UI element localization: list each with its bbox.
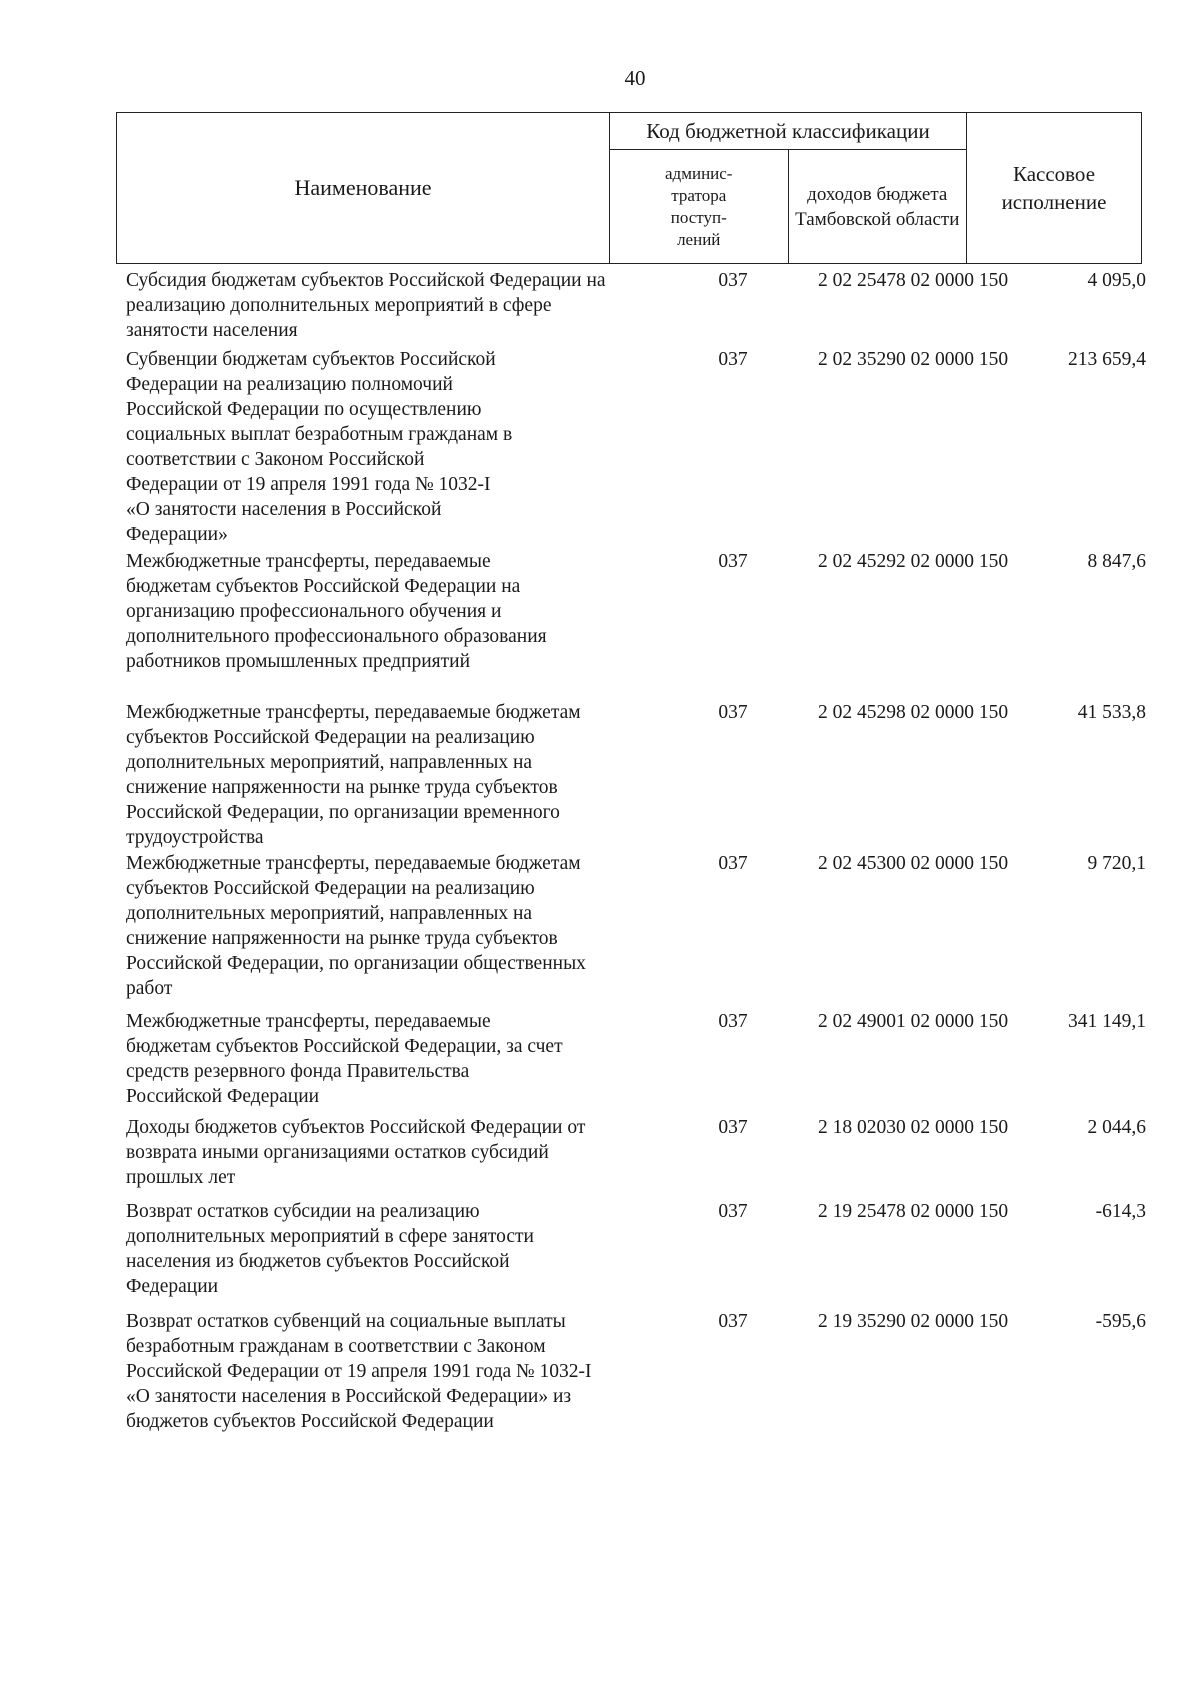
row-amount: 41 533,8 bbox=[1077, 702, 1146, 723]
row-amount: 213 659,4 bbox=[1068, 349, 1146, 370]
row-admin-code: 037 bbox=[718, 1011, 748, 1032]
table-row bbox=[126, 851, 1146, 1003]
row-income-code: 2 02 45300 02 0000 150 bbox=[817, 853, 1009, 874]
row-name: Межбюджетные трансферты, передаваемые бюджетам субъектов Российской Федерации на реализацию дополнительных мероприятий, направленных на снижение напряженности на рынке труда субъектов Российской Федерации, по организации временного трудоустройства bbox=[126, 702, 581, 848]
row-income-code: 2 19 25478 02 0000 150 bbox=[817, 1201, 1009, 1222]
row-income-code: 2 02 25478 02 0000 150 bbox=[817, 270, 1009, 291]
table-row bbox=[126, 1309, 1146, 1459]
row-name: Возврат остатков субсидии на реализацию дополнительных мероприятий в сфере занятости населения из бюджетов субъектов Российской Федерации bbox=[126, 1201, 534, 1297]
header-cash bbox=[967, 113, 1142, 264]
row-income-code: 2 02 49001 02 0000 150 bbox=[817, 1011, 1009, 1032]
row-income-code: 2 19 35290 02 0000 150 bbox=[817, 1311, 1009, 1332]
row-name: Субсидия бюджетам субъектов Российской Федерации на реализацию дополнительных мероприятий в сфере занятости населения bbox=[126, 270, 606, 341]
row-admin-code: 037 bbox=[718, 551, 748, 572]
row-amount: 8 847,6 bbox=[1087, 551, 1146, 572]
row-admin-code: 037 bbox=[718, 1311, 748, 1332]
row-income-code: 2 02 45298 02 0000 150 bbox=[817, 702, 1009, 723]
table-row bbox=[126, 549, 1146, 694]
table-row bbox=[126, 1009, 1146, 1109]
row-income-code: 2 02 45292 02 0000 150 bbox=[817, 551, 1009, 572]
table-row bbox=[126, 1199, 1146, 1303]
row-admin-code: 037 bbox=[718, 349, 748, 370]
table-row bbox=[126, 268, 1146, 341]
table-row bbox=[126, 1115, 1146, 1193]
table-body bbox=[126, 268, 1146, 1465]
table-header bbox=[116, 112, 1142, 264]
row-admin-code: 037 bbox=[718, 1117, 748, 1138]
row-name: Доходы бюджетов субъектов Российской Федерации от возврата иными организациями остатков субсидий прошлых лет bbox=[126, 1117, 586, 1188]
row-admin-code: 037 bbox=[718, 853, 748, 874]
table-row bbox=[126, 347, 1146, 543]
row-amount: 4 095,0 bbox=[1087, 270, 1146, 291]
header-cash-label: Кассовое исполнение bbox=[1001, 162, 1107, 214]
row-amount: 9 720,1 bbox=[1087, 853, 1146, 874]
row-amount: -595,6 bbox=[1095, 1311, 1146, 1332]
row-income-code: 2 02 35290 02 0000 150 bbox=[817, 349, 1009, 370]
header-code-group: Код бюджетной классификации bbox=[610, 113, 967, 150]
page-number: 40 bbox=[624, 66, 646, 90]
row-amount: 2 044,6 bbox=[1087, 1117, 1146, 1138]
header-income bbox=[788, 150, 967, 264]
row-admin-code: 037 bbox=[718, 702, 748, 723]
header-admin-label: админис- тратора поступ- лений bbox=[665, 163, 733, 249]
table-row bbox=[126, 700, 1146, 848]
row-name: Субвенции бюджетам субъектов Российской Федерации на реализацию полномочий Российской Федерации по осуществлению социальных выплат безработным гражданам в соответствии с Законом Российской Федерации от 19 апреля 1991 года № 1032-I «О занятости населения в Российской Федерации» bbox=[126, 349, 513, 545]
row-admin-code: 037 bbox=[718, 1201, 748, 1222]
row-admin-code: 037 bbox=[718, 270, 748, 291]
row-income-code: 2 18 02030 02 0000 150 bbox=[817, 1117, 1009, 1138]
header-income-label: доходов бюджета Тамбовской области bbox=[795, 183, 960, 230]
header-name: Наименование bbox=[117, 113, 610, 264]
row-name: Межбюджетные трансферты, передаваемые бюджетам субъектов Российской Федерации, за счет средств резервного фонда Правительства Российской Федерации bbox=[126, 1011, 563, 1107]
row-amount: 341 149,1 bbox=[1068, 1011, 1146, 1032]
header-admin bbox=[610, 150, 789, 264]
row-name: Межбюджетные трансферты, передаваемые бюджетам субъектов Российской Федерации на организацию профессионального обучения и дополнительного профессионального образования работников промышленных предприятий bbox=[126, 551, 547, 672]
row-name: Возврат остатков субвенций на социальные выплаты безработным гражданам в соответствии с Законом Российской Федерации от 19 апреля 1991 года № 1032-I «О занятости населения в Российской Федерации» из бюджетов субъектов Российской Федерации bbox=[126, 1311, 592, 1432]
row-name: Межбюджетные трансферты, передаваемые бюджетам субъектов Российской Федерации на реализацию дополнительных мероприятий, направленных на снижение напряженности на рынке труда субъектов Российской Федерации, по организации общественных работ bbox=[126, 853, 586, 999]
row-amount: -614,3 bbox=[1095, 1201, 1146, 1222]
